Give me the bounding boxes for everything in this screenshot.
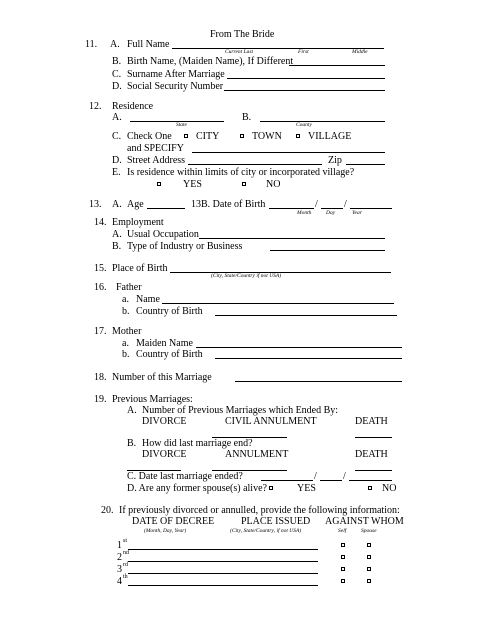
father-label: Father: [116, 282, 142, 293]
employment-label: Employment: [112, 217, 164, 228]
check-one-label: Check One: [127, 131, 172, 142]
dob-slash-2: /: [344, 199, 347, 210]
mother-label: Mother: [112, 326, 142, 337]
ended-year-field[interactable]: [349, 480, 392, 481]
usual-occupation-label: Usual Occupation: [127, 229, 199, 240]
marriage-number-label: Number of this Marriage: [112, 372, 212, 383]
father-name-label: Name: [136, 294, 160, 305]
within-limits-yes-checkbox[interactable]: [157, 182, 161, 186]
sub-month: Month: [297, 210, 312, 216]
row-3-number: 3: [117, 564, 122, 575]
industry-field[interactable]: [270, 250, 385, 251]
mother-country-field[interactable]: [215, 358, 402, 359]
dob-year-field[interactable]: [350, 208, 392, 209]
row-2-self-checkbox[interactable]: [341, 555, 345, 559]
street-address-field[interactable]: [188, 164, 322, 165]
q19b-letter: B.: [127, 438, 137, 449]
city-checkbox[interactable]: [184, 134, 188, 138]
sub-place-issued: (City, State/Country, if not USA): [230, 528, 302, 534]
mother-maiden-name-label: Maiden Name: [136, 338, 193, 349]
father-country-field[interactable]: [215, 315, 397, 316]
place-issued-header: PLACE ISSUED: [241, 516, 311, 527]
within-limits-yes-label: YES: [183, 179, 202, 190]
death-count-field[interactable]: [355, 437, 392, 438]
date-of-decree-header: DATE OF DECREE: [132, 516, 215, 527]
q19a-letter: A.: [127, 405, 137, 416]
q19-number: 19.: [94, 394, 107, 405]
q14b-letter: B.: [112, 241, 122, 252]
ssn-field[interactable]: [224, 90, 385, 91]
ended-by-label: Number of Previous Marriages which Ended By:: [142, 405, 339, 416]
sub-day: Day: [326, 210, 336, 216]
row-1-spouse-checkbox[interactable]: [367, 543, 371, 547]
row-1-number: 1: [117, 540, 122, 551]
sub-self: Self: [338, 528, 347, 534]
sub-middle: Middle: [352, 49, 368, 55]
former-spouse-alive-label: D. Are any former spouse(s) alive?: [127, 483, 267, 494]
row-4-self-checkbox[interactable]: [341, 579, 345, 583]
q12a-letter: A.: [112, 112, 122, 123]
q16a-letter: a.: [122, 294, 129, 305]
q17-number: 17.: [94, 326, 107, 337]
sub-place-of-birth: (City, State/Country if not USA): [211, 273, 282, 279]
q18-number: 18.: [94, 372, 107, 383]
q15-number: 15.: [94, 263, 107, 274]
birth-name-label: Birth Name, (Maiden Name), If Different: [127, 56, 294, 67]
ended-month-field[interactable]: [261, 480, 313, 481]
q20-number: 20.: [101, 505, 114, 516]
zip-field[interactable]: [346, 164, 385, 165]
row-3-suffix: rd: [123, 562, 128, 568]
row-4-field[interactable]: [128, 585, 318, 586]
q12c-letter: C.: [112, 131, 122, 142]
divorce2-header: DIVORCE: [142, 449, 187, 460]
mother-maiden-name-field[interactable]: [196, 347, 402, 348]
surname-after-field[interactable]: [227, 78, 385, 79]
within-limits-no-label: NO: [266, 179, 281, 190]
q11d-letter: D.: [112, 81, 122, 92]
spouse-alive-no-label: NO: [382, 483, 397, 494]
dob-day-field[interactable]: [321, 208, 343, 209]
sub-date-of-decree: (Month, Day, Year): [144, 528, 187, 534]
age-field[interactable]: [147, 208, 185, 209]
surname-after-label: Surname After Marriage: [127, 69, 225, 80]
sub-county: County: [296, 122, 312, 128]
dob-slash-1: /: [315, 199, 318, 210]
against-whom-header: AGAINST WHOM: [325, 516, 404, 527]
divorce-info-label: If previously divorced or annulled, provide the following information:: [119, 505, 400, 516]
specify-label: and SPECIFY: [127, 143, 184, 154]
father-name-field[interactable]: [162, 303, 394, 304]
spouse-alive-yes-label: YES: [297, 483, 316, 494]
mother-country-label: Country of Birth: [136, 349, 203, 360]
birth-name-field[interactable]: [289, 65, 385, 66]
row-1-field[interactable]: [128, 549, 318, 550]
q12-number: 12.: [89, 101, 102, 112]
row-3-field[interactable]: [128, 573, 318, 574]
within-limits-no-checkbox[interactable]: [242, 182, 246, 186]
row-2-field[interactable]: [128, 561, 318, 562]
sub-state: State: [176, 122, 187, 128]
sub-first: First: [298, 49, 309, 55]
q12b-letter: B.: [242, 112, 252, 123]
q14-number: 14.: [94, 217, 107, 228]
residence-within-limits-label: Is residence within limits of city or incorporated village?: [127, 167, 355, 178]
town-checkbox[interactable]: [240, 134, 244, 138]
dob-month-field[interactable]: [269, 208, 314, 209]
row-3-self-checkbox[interactable]: [341, 567, 345, 571]
zip-label: Zip: [328, 155, 342, 166]
q16-number: 16.: [94, 282, 107, 293]
place-of-birth-label: Place of Birth: [112, 263, 168, 274]
death2-header: DEATH: [355, 449, 388, 460]
q11-number: 11.: [85, 39, 98, 50]
row-4-number: 4: [117, 576, 122, 587]
industry-label: Type of Industry or Business: [127, 241, 243, 252]
form-title: From The Bride: [210, 29, 275, 40]
q14a-letter: A.: [112, 229, 122, 240]
village-checkbox[interactable]: [296, 134, 300, 138]
row-3-spouse-checkbox[interactable]: [367, 567, 371, 571]
previous-marriages-label: Previous Marriages:: [112, 394, 193, 405]
village-label: VILLAGE: [308, 131, 352, 142]
specify-field[interactable]: [192, 152, 385, 153]
q11a-letter: A.: [110, 39, 120, 50]
ssn-label: Social Security Number: [127, 81, 224, 92]
q11c-letter: C.: [112, 69, 122, 80]
marriage-number-field[interactable]: [235, 381, 402, 382]
ended-slash-2: /: [343, 471, 346, 482]
row-2-spouse-checkbox[interactable]: [367, 555, 371, 559]
row-1-self-checkbox[interactable]: [341, 543, 345, 547]
q13-number: 13.: [89, 199, 102, 210]
spouse-alive-no-checkbox[interactable]: [368, 486, 372, 490]
death-header: DEATH: [355, 416, 388, 427]
father-country-label: Country of Birth: [136, 306, 203, 317]
residence-label: Residence: [112, 101, 154, 112]
row-4-suffix: th: [123, 574, 128, 580]
dob-label: 13B. Date of Birth: [191, 199, 266, 210]
ended-slash-1: /: [314, 471, 317, 482]
annulment2-header: ANNULMENT: [225, 449, 289, 460]
residence-county-field[interactable]: [260, 121, 385, 122]
q12e-letter: E.: [112, 167, 121, 178]
age-label: Age: [127, 199, 144, 210]
row-2-number: 2: [117, 552, 122, 563]
q12d-letter: D.: [112, 155, 122, 166]
q11b-letter: B.: [112, 56, 122, 67]
civil-annulment-header: CIVIL ANNULMENT: [225, 416, 317, 427]
city-label: CITY: [196, 131, 220, 142]
usual-occupation-field[interactable]: [199, 238, 385, 239]
q13a-letter: A.: [112, 199, 122, 210]
sub-current-last: Current Last: [225, 49, 254, 55]
sub-year: Year: [352, 210, 362, 216]
row-2-suffix: nd: [123, 550, 129, 556]
divorce-header: DIVORCE: [142, 416, 187, 427]
full-name-label: Full Name: [127, 39, 170, 50]
q17a-letter: a.: [122, 338, 129, 349]
q16b-letter: b.: [122, 306, 130, 317]
date-last-marriage-ended-label: C. Date last marriage ended?: [127, 471, 243, 482]
street-address-label: Street Address: [127, 155, 186, 166]
row-1-suffix: st: [123, 538, 128, 544]
last-marriage-end-label: How did last marriage end?: [142, 438, 253, 449]
town-label: TOWN: [252, 131, 282, 142]
q17b-letter: b.: [122, 349, 130, 360]
last-end-death-field[interactable]: [355, 470, 392, 471]
row-4-spouse-checkbox[interactable]: [367, 579, 371, 583]
sub-spouse: Spouse: [361, 528, 377, 534]
spouse-alive-yes-checkbox[interactable]: [269, 486, 273, 490]
ended-day-field[interactable]: [320, 480, 342, 481]
